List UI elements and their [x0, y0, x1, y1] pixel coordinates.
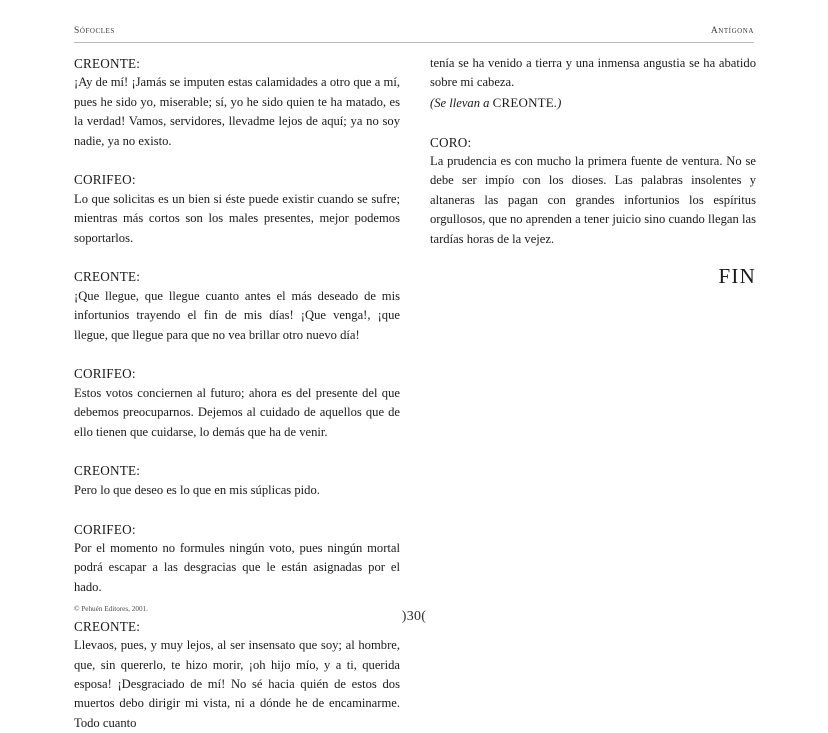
speaker-label: CREONTE:: [74, 463, 141, 479]
speech-block: [74, 54, 400, 151]
speech-text: Por el momento no formules ningún voto, pues ningún mortal podrá escapar a las desgracias que le están asignadas por el hado.: [74, 541, 400, 594]
page-number: )30(: [401, 609, 427, 624]
speaker-label: CREONTE:: [74, 618, 141, 634]
speech-text: La prudencia es con mucho la primera fuente de ventura. No se debe ser impío con los dioses. Las palabras insolentes y altaneras las pagan con grandes infortunios los espíritus orgullosos, que no aprenden a tener juicio sino cuando llegan las tardías horas de la vejez.: [430, 154, 756, 246]
speech-block: [430, 133, 756, 249]
speech-block: [74, 461, 400, 500]
speech-block: [74, 170, 400, 248]
end-of-work-mark: FIN: [718, 264, 756, 289]
speech-text: ¡Ay de mí! ¡Jamás se imputen estas calamidades a otro que a mí, pues he sido yo, miserable; sí, yo he sido quien te ha matado, es la verdad! Vamos, servidores, llevadme lejos de aquí; ya no soy nadie, ya no existo.: [74, 75, 400, 148]
speaker-label: CORIFEO:: [74, 521, 136, 537]
speaker-label: CREONTE:: [74, 56, 141, 71]
text-column-left: [74, 54, 400, 733]
speech-block: [74, 364, 400, 442]
speech-text: ¡Que llegue, que llegue cuanto antes el más deseado de mis infortunios trayendo el fin de mis días! ¡Que venga!, ¡que llegue, que llegue para que no vea brillar otro nuevo día!: [74, 288, 400, 342]
speaker-label: CORO:: [430, 134, 472, 150]
copyright-notice: © Pehuén Editores, 2001.: [74, 605, 148, 613]
stage-direction: [430, 93, 756, 113]
speech-text: Llevaos, pues, y muy lejos, al ser insensato que soy; al hombre, que, sin quererlo, te hizo morir, ¡oh hijo mío, y a ti, querida esposa! ¡Desgraciado de mí! No sé hacia quién de estos dos muertos debo dirigir mi vista, ni a dónde he de encaminarme. Todo cuanto: [74, 638, 400, 730]
stage-direction-italic-part: (Se llevan a: [430, 95, 493, 110]
header-divider-rule: [74, 42, 754, 43]
speech-block: [74, 267, 400, 345]
speech-text: Estos votos conciernen al futuro; ahora es del presente del que debemos preocuparnos. Dejemos al cuidado de aquellos que de ello tienen que cuidarse, lo demás que ha de venir.: [74, 385, 400, 439]
speech-block: [74, 520, 400, 598]
speech-text: Pero lo que deseo es lo que en mis súplicas pido.: [74, 482, 320, 497]
speech-continuation-text: tenía se ha venido a tierra y una inmensa angustia se ha abatido sobre mi cabeza.: [430, 56, 756, 90]
speech-block: [74, 617, 400, 733]
speaker-label: CREONTE:: [74, 269, 141, 285]
text-column-right: [430, 54, 756, 289]
running-head-title: Antígona: [710, 26, 754, 36]
speaker-label: CORIFEO:: [74, 172, 136, 188]
speech-continuation-block: [430, 54, 756, 113]
stage-direction-character-name: CREONTE: [492, 94, 554, 110]
stage-direction-closing: .): [553, 95, 562, 110]
running-head: [74, 26, 754, 40]
running-head-author: Sófocles: [74, 26, 115, 36]
speech-text: Lo que solicitas es un bien si éste puede existir cuando se sufre; mientras más cortos son los males presentes, mejor podemos soportarlos.: [74, 191, 400, 245]
speaker-label: CORIFEO:: [74, 366, 136, 382]
